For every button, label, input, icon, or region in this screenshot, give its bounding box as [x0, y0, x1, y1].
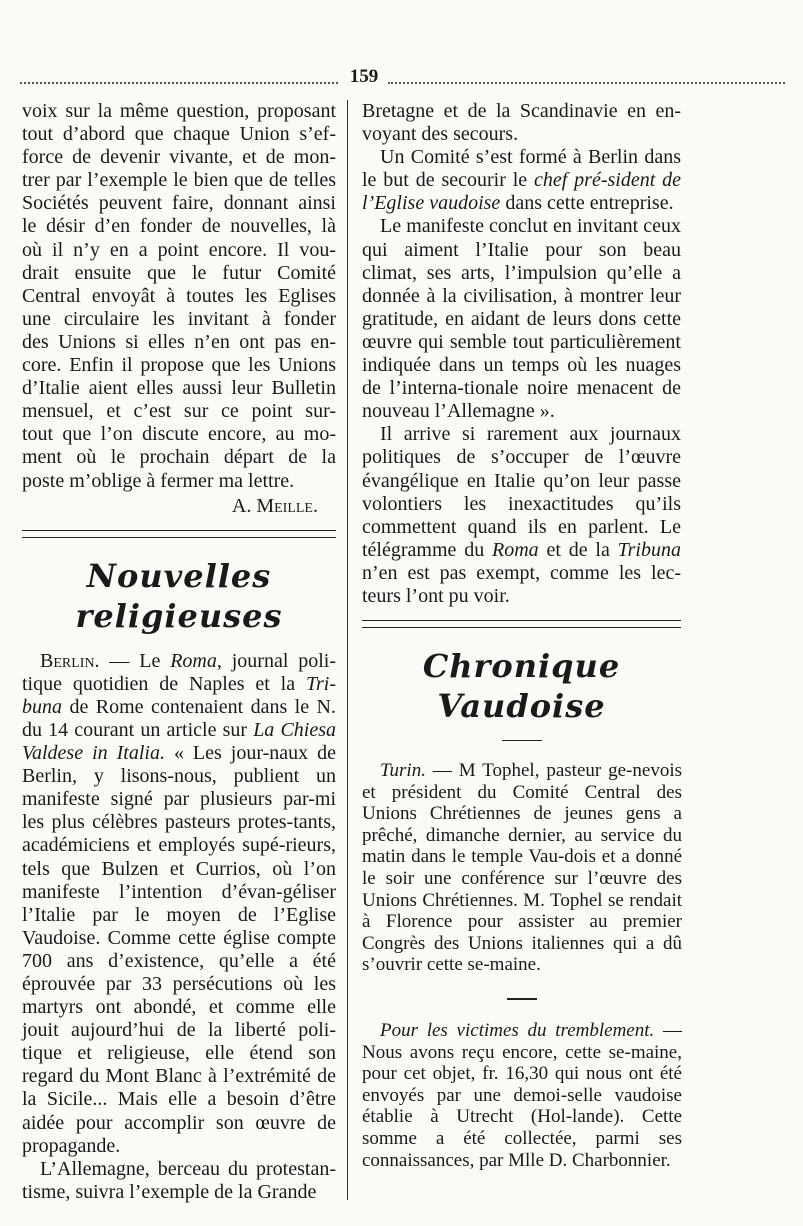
column-separator	[347, 100, 348, 1200]
text-line: une circulaire les invitant à fonder	[22, 307, 336, 330]
text-line: voix sur la même question, proposant	[22, 100, 336, 122]
header-rule-right	[388, 82, 785, 84]
text-line: des Unions si elles n’en ont pas en-	[22, 330, 336, 353]
right-p1: Bretagne et de la Scandinavie en en-voyant des secours.	[362, 100, 681, 146]
allemagne-paragraph: L’Allemagne, berceau du protestan-tisme, suivra l’exemple de la Grande	[22, 1157, 336, 1203]
text-line: Sociétés peuvent faire, donnant ainsi	[22, 192, 336, 215]
section-title-nouvelles: Nouvelles religieuses	[75, 556, 283, 635]
text-line: poste m’oblige à fermer ma lettre.	[22, 469, 295, 492]
section-divider	[22, 530, 336, 538]
item-separator	[507, 998, 537, 1000]
victims-paragraph: Pour les victimes du tremblement. — Nous avons reçu encore, cette se-maine, pour cet objet, fr. 16,30 qui nous ont été envoyés par une demoi-selle vaudoise établie à Utrecht (Hol-lande). Cette somme a été collectée, parmi ses connaissances, par Mlle D. Charbonnier.	[362, 1019, 683, 1171]
text-line: le désir d’en fonder de nouvelles, là	[22, 215, 336, 238]
section-title-chronique: Chronique Vaudoise	[422, 647, 621, 726]
text-line: mensuel, et c’est sur ce point sur-	[22, 400, 336, 423]
right-p3: Le manifeste conclut en invitant ceux qui aiment l’Italie pour son beau climat, ses arts, l’impulsion qu’elle a donnée à la civilisation, à montrer leur gratitude, en aidant de leurs dons cette œuvre qui semble tout particulièrement indiquée dans un temps où les nuages de l’interna-tionale noire menacent de nouveau l’Allemagne ».	[362, 215, 681, 423]
text-line: core. Enfin il propose que les Unions	[22, 354, 336, 377]
right-p4: Il arrive si rarement aux journaux politiques de s’occuper de l’œuvre évangélique en Italie qu’on leur passe volontiers les inexactitudes qu’ils commettent quand ils en parlent. Le télégramme du Roma et de la Tribuna n’en est pas exempt, comme les lec-teurs l’ont pu voir.	[362, 423, 681, 607]
page-number: 159	[349, 66, 379, 87]
text-line: trer par l’exemple le bien que de telles	[22, 169, 336, 192]
text-line: tout que l’on discute encore, au mo-	[22, 423, 336, 446]
title-rule	[502, 740, 542, 741]
header-rule-left	[20, 82, 338, 84]
text-line: d’Italie aient elles aussi leur Bulletin	[22, 377, 336, 400]
right-p2: Un Comité s’est formé à Berlin dans le but de secourir le chef pré-sident de l’Eglise vaudoise dans cette entreprise.	[362, 146, 682, 215]
text-line: drait ensuite que le futur Comité	[22, 261, 336, 284]
turin-paragraph: Turin. — M Tophel, pasteur ge-nevois et président du Comité Central des Unions Chrétiennes de jeunes gens a prêché, dimanche dernier, au service du matin dans le temple Vau-dois et a donné le soir une conférence sur l’œuvre des Unions Chrétiennes. M. Tophel se rendait à Florence pour assister au premier Congrès des Unions italiennes qui a dû s’ouvrir cette se-maine.	[362, 760, 682, 976]
section-divider-right	[362, 620, 681, 628]
left-column	[22, 100, 336, 1204]
text-line: tout d’abord que chaque Union s’ef-	[22, 123, 336, 146]
signature: A. Meille.	[231, 494, 318, 517]
text-line: ment où le prochain départ de la	[22, 446, 336, 469]
berlin-paragraph: Berlin. — Le Roma, journal poli-tique quotidien de Naples et la Tri-buna de Rome contenaient dans le N. du 14 courant un article sur La Chiesa Valdese in Italia. « Les jour-naux de Berlin, y lisons-nous, publient un manifeste signé par plusieurs par-mi les plus célèbres pasteurs protes-tants, académiciens et employés supé-rieurs, tels que Bulzen et Currios, où l’on manifeste l’intention d’évan-géliser l’Italie par le moyen de l’Eglise Vaudoise. Comme cette église compte 700 ans d’existence, qu’elle a été éprouvée par 33 persécutions où les martyrs ont abondé, et comme elle jouit aujourd’hui de la liberté poli-tique et religieuse, elle étend son regard du Mont Blanc à l’extrémité de la Sicile... Mais elle a besoin d’être aidée pour accomplir son œuvre de propagande.	[22, 649, 337, 1157]
letter-continuation	[22, 100, 336, 493]
right-column	[362, 100, 681, 751]
text-line: Central envoyât à toutes les Eglises	[22, 284, 336, 307]
chronique-body	[362, 760, 682, 1171]
text-line: où il n’y en a point encore. Il vou-	[22, 238, 336, 261]
page-header	[20, 64, 785, 94]
text-line: force de devenir vivante, et de mon-	[22, 146, 336, 169]
